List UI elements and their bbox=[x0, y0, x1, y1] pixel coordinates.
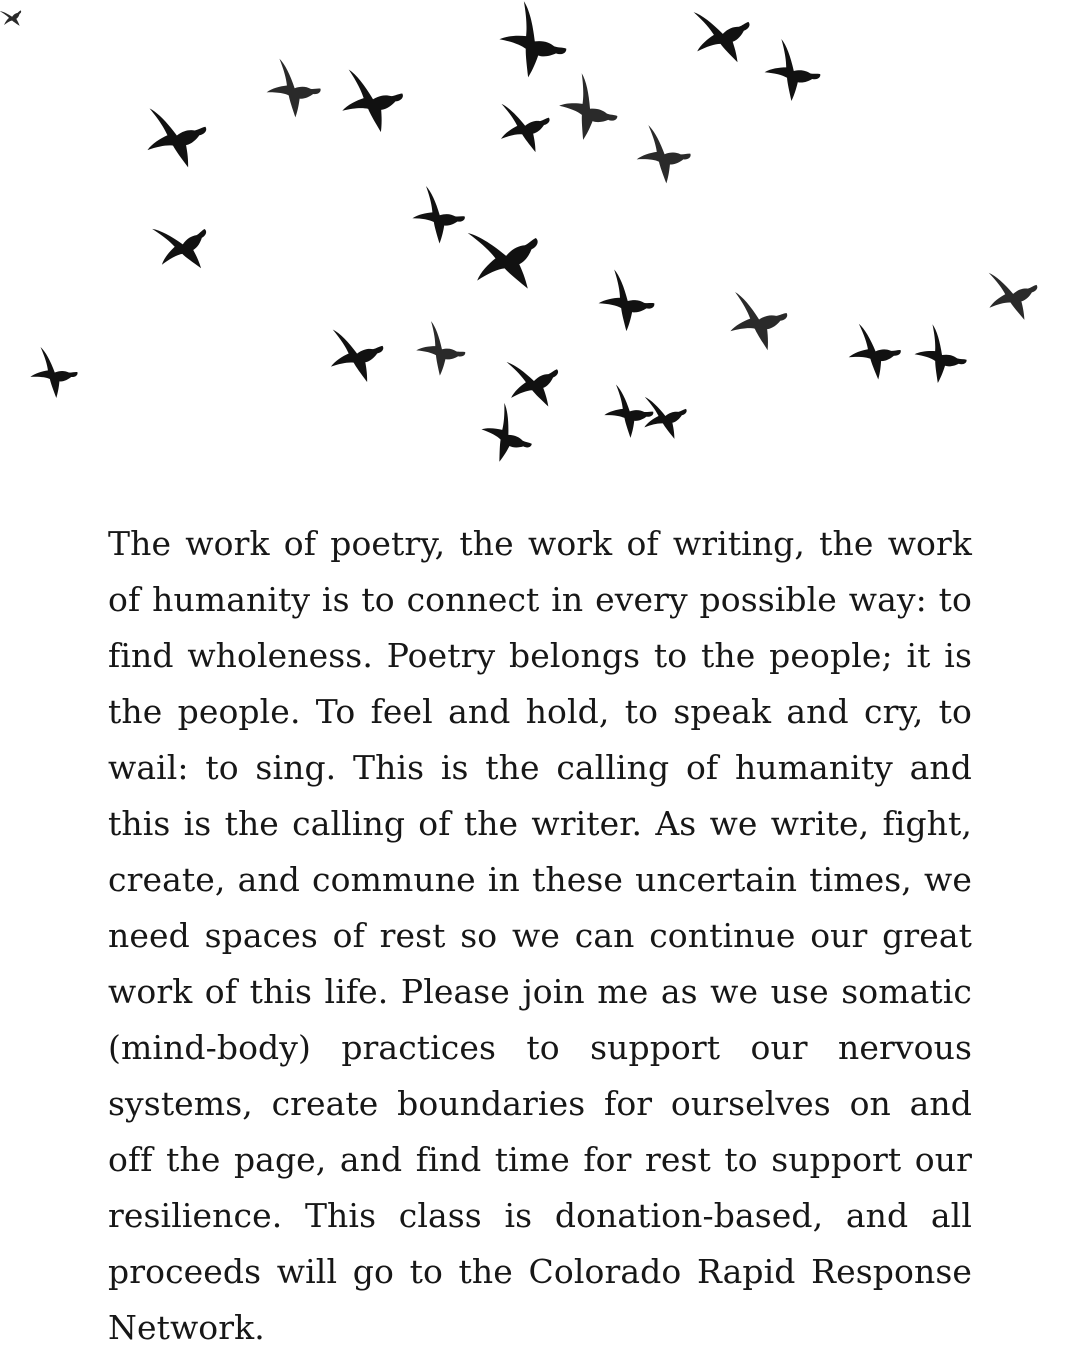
bird-icon bbox=[264, 57, 324, 120]
bird-icon bbox=[325, 321, 389, 387]
bird-icon bbox=[981, 262, 1044, 327]
bird-icon bbox=[140, 99, 212, 173]
bird-icon bbox=[458, 208, 554, 306]
bird-icon bbox=[908, 322, 974, 390]
bird-icon bbox=[145, 207, 221, 284]
bird-icon bbox=[759, 37, 826, 106]
bird-icon bbox=[635, 124, 694, 185]
bird-icon bbox=[472, 399, 543, 471]
bird-icon bbox=[339, 66, 405, 135]
bird-icon bbox=[28, 346, 79, 400]
bird-icon bbox=[491, 0, 577, 86]
bird-icon bbox=[594, 268, 660, 336]
bird-icon bbox=[409, 185, 469, 247]
birds-illustration bbox=[0, 0, 1080, 500]
bird-icon bbox=[499, 347, 568, 418]
bird-icon bbox=[412, 319, 471, 380]
bird-icon bbox=[494, 95, 556, 159]
bird-icon bbox=[726, 287, 790, 354]
bird-icon bbox=[685, 0, 759, 73]
flock bbox=[0, 0, 1044, 471]
bird-icon bbox=[602, 384, 657, 441]
bird-icon bbox=[0, 2, 27, 33]
bird-icon bbox=[551, 70, 628, 149]
body-paragraph: The work of poetry, the work of writing, the work of humanity is to connect in every possible way: to find wholeness. Poetry belongs to the people; it is the people. To feel and hold, to speak and cry, to wail: to sing. This is the calling of humanity and this is the calling of the writer. As we write, fight, create, and commune in these uncertain times, we need spaces of rest so we can continue our great work of this life. Please join me as we use somatic (mind-body) practices to support our nervous systems, create boundaries for ourselves on and off the page, and find time for rest to support our resilience. This class is donation-based, and all proceeds will go to the Colorado Rapid Response Network. bbox=[108, 524, 972, 1347]
birds-image bbox=[0, 0, 1080, 500]
bird-icon bbox=[847, 323, 902, 381]
